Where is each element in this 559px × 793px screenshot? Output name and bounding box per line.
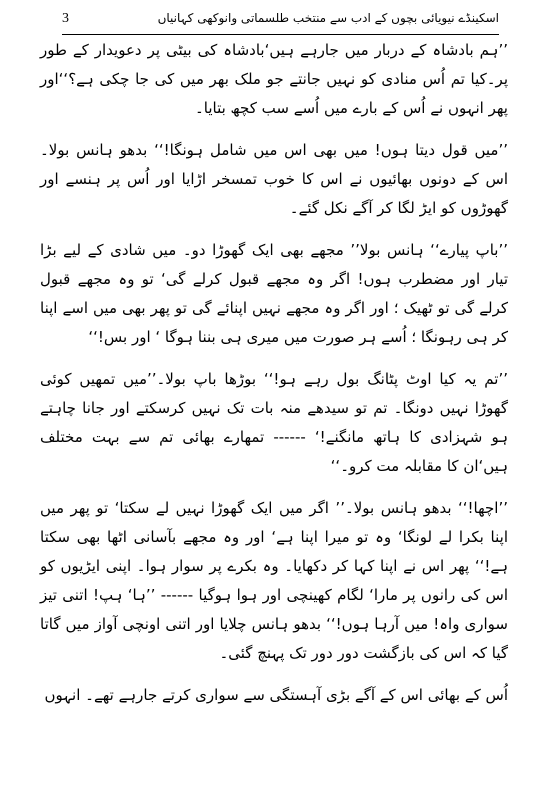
paragraph: اُس کے بھائی اس کے آگے بڑی آہستگی سے سواری کرتے جارہے تھے۔ انہوں bbox=[44, 686, 508, 704]
story-text bbox=[40, 36, 508, 714]
paragraph: ’’میں قول دیتا ہوں! میں بھی اس میں شامل ہونگا!‘‘ بدھو ہانس بولا۔ اس کے دونوں بھائیوں نے اس کا خوب تمسخر اڑایا اور اُس پر ہنسے اور گھوڑوں کو ایڑ لگا کر آگے نکل گئے۔ bbox=[40, 141, 508, 217]
page-number: 3 bbox=[62, 11, 69, 26]
paragraph: ’’ہم بادشاہ کے دربار میں جارہے ہیں‘بادشاہ کی بیٹی پر دعویدار کے طور پر۔کیا تم اُس منادی کو نہیں جانتے جو ملک بھر میں کی جا چکی ہے؟‘‘اور پھر انہوں نے اُس کے بارے میں اُسے سب کچھ بتایا۔ bbox=[40, 41, 508, 117]
paragraph: ’’تم یہ کیا اوٹ پٹانگ بول رہے ہو!‘‘ بوڑھا باپ بولا۔’’میں تمھیں کوئی گھوڑا نہیں دونگا۔ تم تو سیدھے منہ بات تک نہیں کرسکتے اور جانا چاہتے ہو شہزادی کا ہاتھ مانگنے!‘ ------ تمھارے بھائی تم سے بہت مختلف ہیں‘ان کا مقابلہ مت کرو۔‘‘ bbox=[40, 370, 508, 475]
running-title: اسکینڈے نیویائی بچوں کے ادب سے منتخب طلسماتی وانوکھی کہانیاں bbox=[157, 11, 499, 25]
paragraph: ’’اچھا!‘‘ بدھو ہانس بولا۔’’ اگر میں ایک گھوڑا نہیں لے سکتا‘ تو پھر میں اپنا بکرا لے لونگا‘ وہ تو میرا اپنا ہے‘ اور وہ مجھے بآسانی اٹھا بھی سکتا ہے!‘‘ پھر اس نے اپنا کہا کر دکھایا۔ وہ بکرے پر سوار ہوا۔ اپنی ایڑیوں کو اس کی رانوں پر مارا‘ لگام کھینچی اور ہوا ہوگیا ------ ’’ہا‘ ہپ! اتنی تیز سواری واہ! میں آرہا ہوں!‘‘ بدھو ہانس چلایا اور اتنی اونچی آواز میں گاتا گیا کہ اس کی بازگشت دور دور تک پہنچ گئی۔ bbox=[40, 499, 508, 662]
paragraph: ’’باپ پیارے‘‘ ہانس بولا’’ مجھے بھی ایک گھوڑا دو۔ میں شادی کے لیے بڑا تیار اور مضطرب ہوں! اگر وہ مجھے قبول کرلے گی‘ تو وہ مجھے قبول کرلے گی تو ٹھیک ؛ اور اگر وہ مجھے نہیں اپنائے گی تو پھر بھی میں اسے اپنا کر ہی رہونگا ؛ اُسے ہر صورت میں میری ہی بننا ہوگا ‘ اور بس!‘‘ bbox=[40, 241, 508, 346]
page-header bbox=[62, 6, 499, 35]
